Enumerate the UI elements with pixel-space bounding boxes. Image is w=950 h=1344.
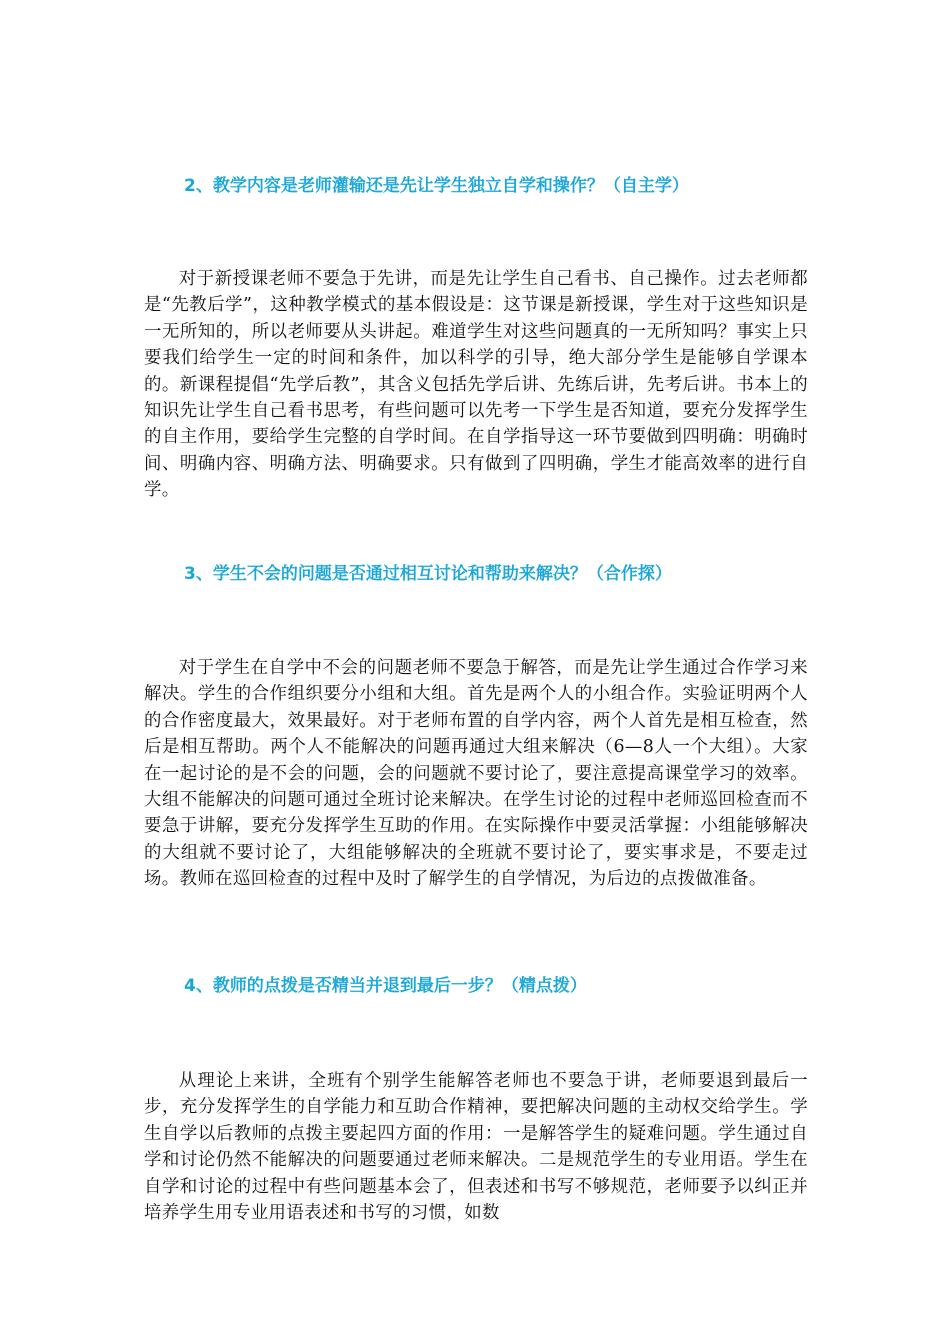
section-heading-4: 4、教师的点拨是否精当并退到最后一步？（精点拨） [184, 976, 587, 996]
section-body-2: 对于新授课老师不要急于先讲，而是先让学生自己看书、自己操作。过去老师都是“先教后学”，这种教学模式的基本假设是：这节课是新授课，学生对于这些知识是一无所知的，所以老师要从头讲起。难道学生对这些问题真的一无所知吗？事实上只要我们给学生一定的时间和条件，加以科学的引导，绝大部分学生是能够自学课本的。新课程提倡“先学后教”，其含义包括先学后讲、先练后讲，先考后讲。书本上的知识先让学生自己看书思考，有些问题可以先考一下学生是否知道，要充分发挥学生的自主作用，要给学生完整的自学时间。在自学指导这一环节要做到四明确：明确时间、明确内容、明确方法、明确要求。只有做到了四明确，学生才能高效率的进行自学。 [144, 269, 808, 501]
section-heading-2: 2、教学内容是老师灌输还是先让学生独立自学和操作？（自主学） [184, 176, 689, 196]
section-heading-3: 3、学生不会的问题是否通过相互讨论和帮助来解决？（合作探） [184, 564, 672, 584]
section-body-3: 对于学生在自学中不会的问题老师不要急于解答，而是先让学生通过合作学习来解决。学生的合作组织要分小组和大组。首先是两个人的小组合作。实验证明两个人的合作密度最大，效果最好。对于老师布置的自学内容，两个人首先是相互检查，然后是相互帮助。两个人不能解决的问题再通过大组来解决（6—8人一个大组）。大家在一起讨论的是不会的问题，会的问题就不要讨论了，要注意提高课堂学习的效率。大组不能解决的问题可通过全班讨论来解决。在学生讨论的过程中老师巡回检查而不要急于讲解，要充分发挥学生互助的作用。在实际操作中要灵活掌握：小组能够解决的大组就不要讨论了，大组能够解决的全班就不要讨论了，要实事求是，不要走过场。教师在巡回检查的过程中及时了解学生的自学情况，为后边的点拨做准备。 [144, 658, 808, 890]
section-body-4: 从理论上来讲，全班有个别学生能解答老师也不要急于讲，老师要退到最后一步，充分发挥学生的自学能力和互助合作精神，要把解决问题的主动权交给学生。学生自学以后教师的点拨主要起四方面的作用：一是解答学生的疑难问题。学生通过自学和讨论仍然不能解决的问题要通过老师来解决。二是规范学生的专业用语。学生在自学和讨论的过程中有些问题基本会了，但表述和书写不够规范，老师要予以纠正并培养学生用专业用语表述和书写的习惯，如数 [144, 1071, 808, 1224]
